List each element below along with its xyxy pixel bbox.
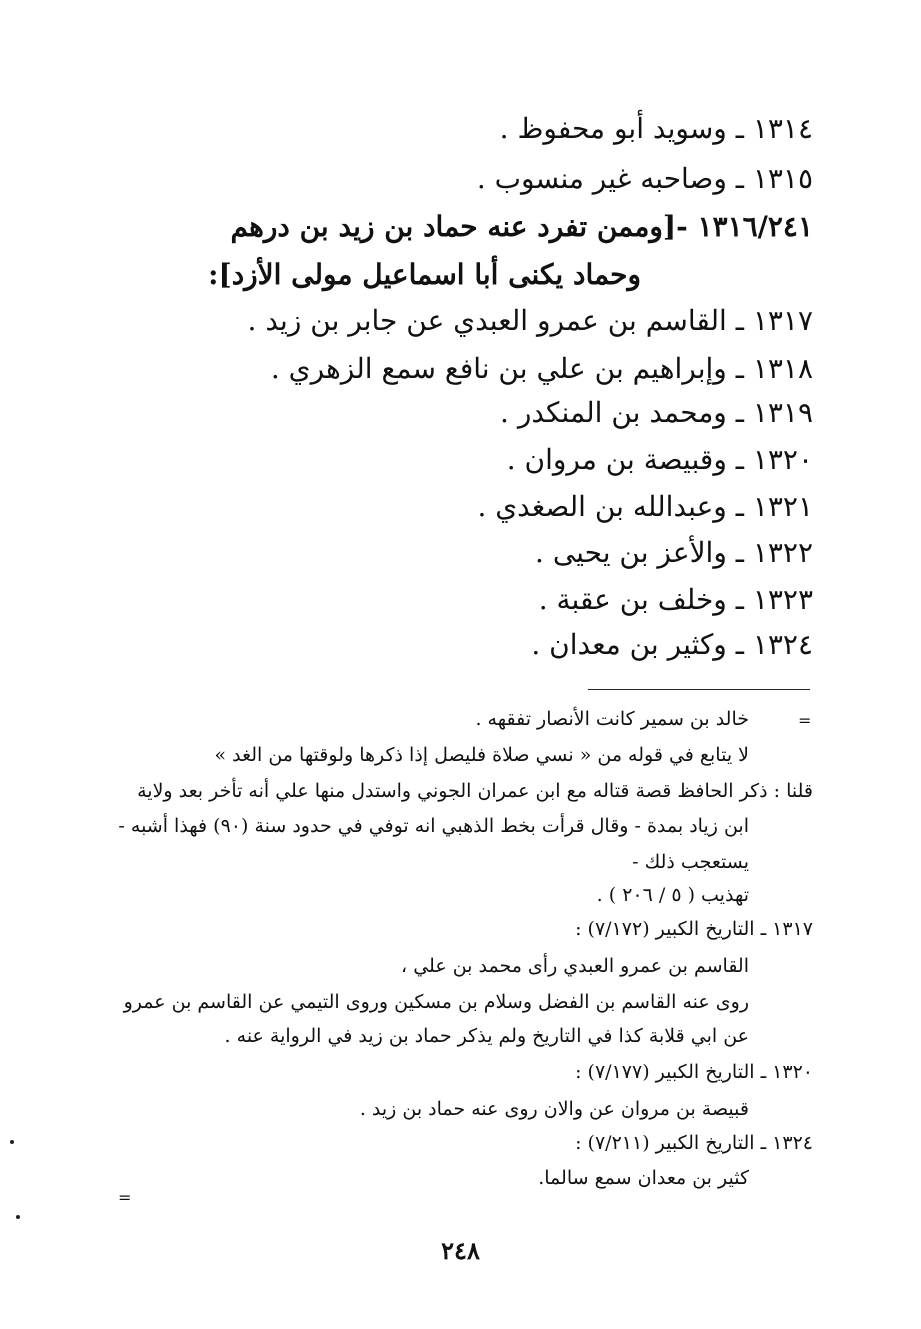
end-mark: =	[118, 1188, 132, 1207]
entry-1323: ١٣٢٣ ـ وخلف بن عقبة .	[538, 583, 813, 616]
section-heading-line-2: وحماد يكنى أبا اسماعيل مولى الأزد]:	[208, 258, 641, 291]
footnote-line: ١٣٢٤ ـ التاريخ الكبير (٧/٢١١) :	[575, 1132, 813, 1154]
scan-speck	[10, 1140, 14, 1144]
footnote-line: كثير بن معدان سمع سالما.	[538, 1167, 749, 1189]
footnote-line: تهذيب ( ٥ / ٢٠٦ ) .	[596, 884, 749, 906]
footnote-line: ١٣٢٠ ـ التاريخ الكبير (٧/١٧٧) :	[575, 1061, 813, 1083]
entry-1321: ١٣٢١ ـ وعبدالله بن الصغدي .	[477, 490, 813, 523]
footnote-line: عن ابي قلابة كذا في التاريخ ولم يذكر حماد بن زيد في الرواية عنه .	[224, 1025, 749, 1047]
footnote-line: يستعجب ذلك -	[632, 851, 749, 873]
continuation-mark: =	[798, 711, 812, 730]
footnote-line: خالد بن سمير كانت الأنصار تفقهه .	[475, 708, 749, 730]
entry-1322: ١٣٢٢ ـ والأعز بن يحيى .	[535, 536, 813, 569]
entry-1320: ١٣٢٠ ـ وقبيصة بن مروان .	[506, 443, 813, 476]
footnote-separator	[588, 689, 810, 690]
entry-1317: ١٣١٧ ـ القاسم بن عمرو العبدي عن جابر بن زيد .	[247, 304, 813, 337]
footnote-line: القاسم بن عمرو العبدي رأى محمد بن علي ،	[401, 955, 749, 977]
entry-1315: ١٣١٥ ـ وصاحبه غير منسوب .	[476, 162, 813, 195]
footnote-line: ابن زياد بمدة - وقال قرأت بخط الذهبي انه توفي في حدود سنة (٩٠) فهذا أشبه -	[118, 815, 749, 837]
footnote-line: قبيصة بن مروان عن والان روى عنه حماد بن زيد .	[359, 1098, 749, 1120]
entry-1319: ١٣١٩ ـ ومحمد بن المنكدر .	[500, 396, 813, 429]
entry-1318: ١٣١٨ ـ وإبراهيم بن علي بن نافع سمع الزهري .	[270, 352, 813, 385]
scan-speck	[16, 1215, 20, 1219]
entry-1324: ١٣٢٤ ـ وكثير بن معدان .	[531, 628, 813, 661]
entry-1314: ١٣١٤ ـ وسويد أبو محفوظ .	[499, 112, 813, 145]
section-heading-line-1: ١٣١٦/٢٤١ -[وممن تفرد عنه حماد بن زيد بن درهم	[230, 210, 813, 243]
footnote-line: روى عنه القاسم بن الفضل وسلام بن مسكين وروى التيمي عن القاسم بن عمرو	[123, 991, 749, 1013]
footnote-line: ١٣١٧ ـ التاريخ الكبير (٧/١٧٢) :	[575, 918, 813, 940]
footnote-line: لا يتابع في قوله من « نسي صلاة فليصل إذا ذكرها ولوقتها من الغد »	[214, 744, 749, 766]
footnote-line: قلنا : ذكر الحافظ قصة قتاله مع ابن عمران الجوني واستدل منها علي أنه تأخر بعد ولاية	[137, 780, 813, 802]
page-number: ٢٤٨	[441, 1236, 480, 1265]
